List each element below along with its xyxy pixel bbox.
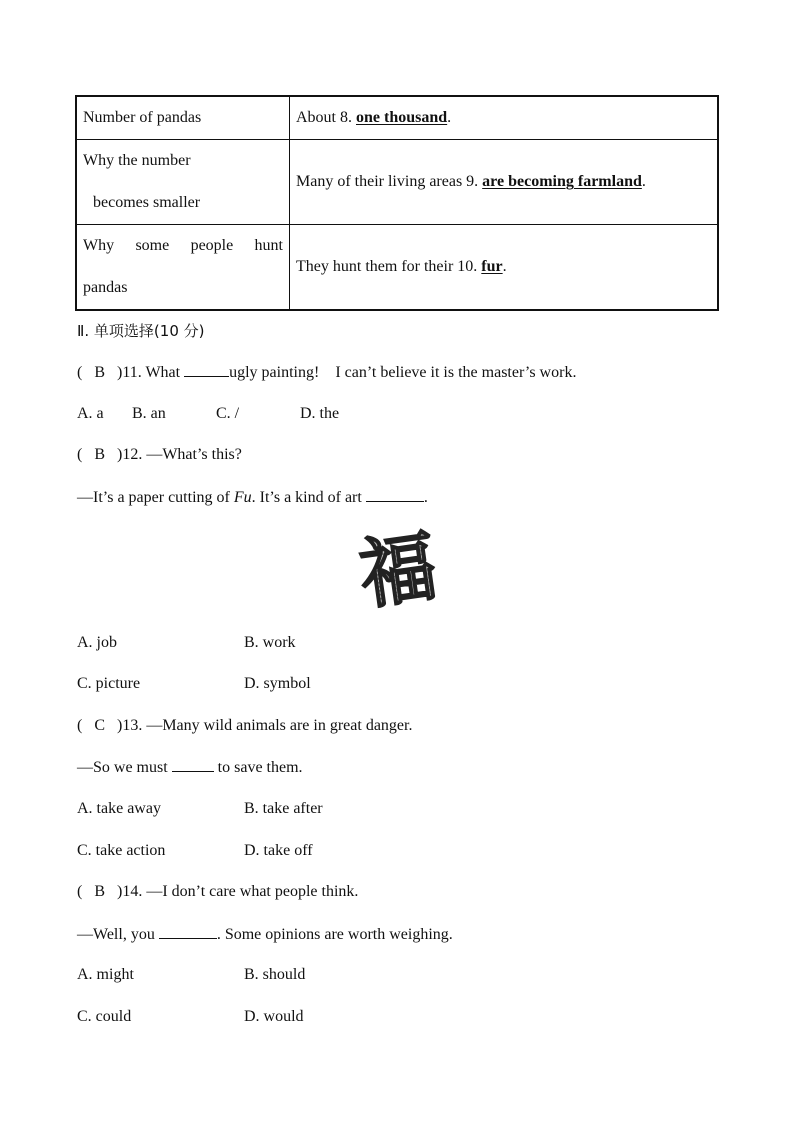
row-label-line-1: Why the number	[83, 152, 191, 169]
option-b: B. an	[132, 405, 166, 422]
value-prefix: About 8.	[296, 109, 356, 126]
option-c: C. take action	[77, 842, 166, 859]
table-value-cell	[290, 140, 719, 225]
answer-blank	[366, 488, 424, 502]
option-d: D. would	[244, 1008, 304, 1025]
value-prefix: They hunt them for their 10.	[296, 258, 482, 275]
reply-end: .	[423, 489, 428, 506]
question-stem-rest: ugly painting! I can’t believe it is the master’s work.	[229, 364, 577, 381]
question-stem: What	[145, 364, 185, 381]
answer-blank	[159, 925, 217, 939]
answer-text: fur	[481, 258, 503, 275]
reply-text: —It’s a paper cutting of	[77, 489, 234, 506]
answer-letter: B	[94, 883, 105, 900]
panda-info-table	[75, 95, 719, 311]
value-prefix: Many of their living areas 9.	[296, 173, 483, 190]
table-value-cell	[290, 96, 719, 140]
question-13: ( C )13. —Many wild animals are in great danger.	[77, 717, 413, 734]
table-row	[76, 140, 718, 225]
fu-paper-cutting-image	[354, 521, 443, 620]
reply-text: —So we must	[77, 759, 172, 776]
fu-character-graphic	[354, 521, 443, 620]
option-d: D. the	[300, 405, 340, 422]
option-c: C. could	[77, 1008, 132, 1025]
reply-text-rest: . It’s a kind of art	[251, 489, 366, 506]
reply-text: —Well, you	[77, 926, 159, 943]
table-label-cell	[76, 225, 290, 311]
question-14-reply	[77, 925, 453, 944]
value-suffix: .	[447, 109, 452, 126]
option-c: C. /	[216, 405, 240, 422]
answer-text: are becoming farmland	[482, 173, 642, 190]
question-13-reply	[77, 758, 303, 777]
option-d: D. take off	[244, 842, 313, 859]
table-value-cell	[290, 225, 719, 311]
question-number: 11.	[122, 364, 146, 381]
answer-blank	[184, 363, 229, 377]
answer-letter: B	[94, 446, 105, 463]
section-title: Ⅱ. 单项选择(10 分)	[77, 322, 205, 340]
answer-letter: B	[94, 364, 105, 381]
question-stem: —What’s this?	[146, 446, 242, 463]
fu-character: 福	[354, 521, 443, 620]
question-stem: —I don’t care what people think.	[146, 883, 359, 900]
question-stem: —Many wild animals are in great danger.	[146, 717, 413, 734]
option-a: A. job	[77, 634, 117, 651]
option-d: D. symbol	[244, 675, 311, 692]
question-number: 12.	[122, 446, 147, 463]
question-14: ( B )14. —I don’t care what people think.	[77, 883, 359, 900]
table-row	[76, 225, 718, 311]
reply-text-rest: . Some opinions are worth weighing.	[216, 926, 453, 943]
row-label-line-2: becomes smaller	[93, 194, 201, 211]
option-c: C. picture	[77, 675, 141, 692]
table-row	[76, 96, 718, 140]
question-11: ( B )11. What ugly painting! I can’t believe it is the master’s work.	[77, 364, 577, 381]
reply-text-rest: to save them.	[213, 759, 303, 776]
question-12-reply	[77, 488, 428, 507]
value-suffix: .	[641, 173, 646, 190]
reply-italic: Fu	[233, 489, 252, 506]
option-b: B. take after	[244, 800, 323, 817]
option-a: A. might	[77, 966, 134, 983]
table-label-cell	[76, 96, 290, 140]
option-a: A. a	[77, 405, 104, 422]
row-label-line-1: Why some people hunt	[83, 237, 283, 254]
table-label-cell	[76, 140, 290, 225]
answer-text: one thousand	[356, 109, 448, 126]
question-number: 14.	[122, 883, 147, 900]
option-b: B. work	[244, 634, 296, 651]
question-number: 13.	[122, 717, 147, 734]
question-12: ( B )12. —What’s this?	[77, 446, 242, 463]
option-a: A. take away	[77, 800, 161, 817]
answer-letter: C	[94, 717, 105, 734]
answer-blank	[172, 758, 214, 772]
row-label-line-2: pandas	[83, 279, 128, 296]
value-suffix: .	[502, 258, 507, 275]
option-b: B. should	[244, 966, 306, 983]
row-label: Number of pandas	[83, 109, 202, 126]
